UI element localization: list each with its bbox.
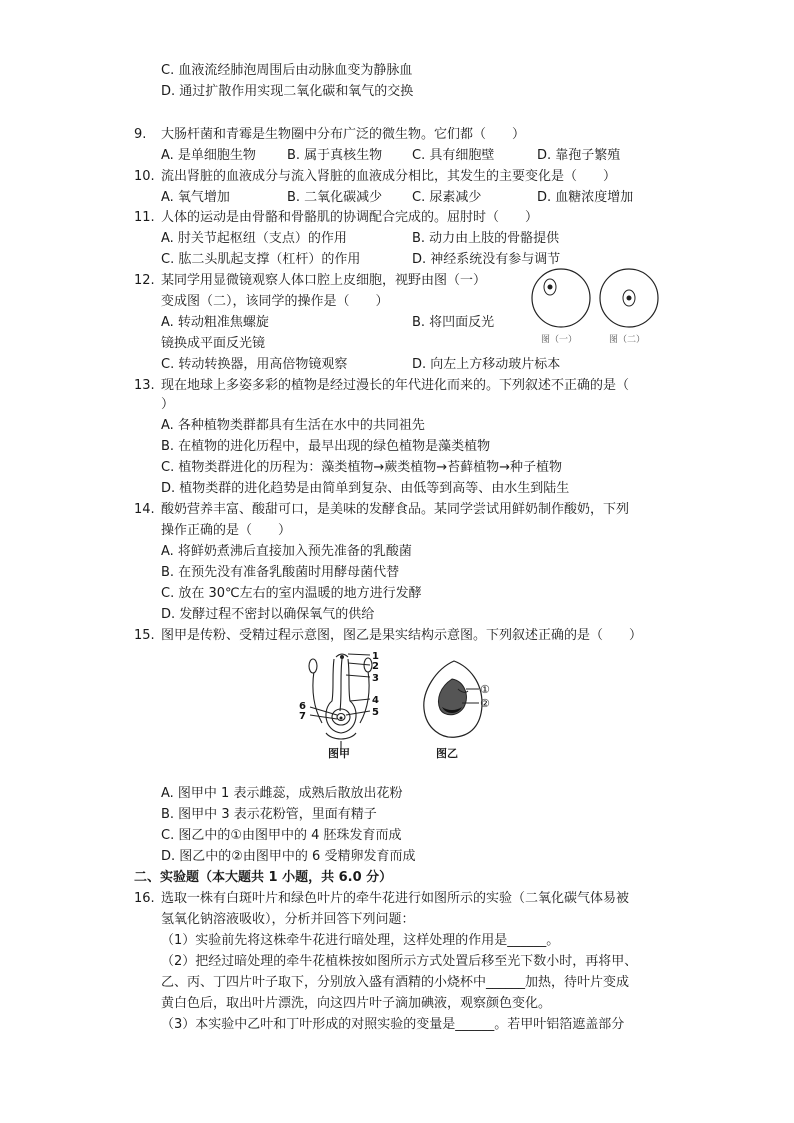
label-1: 1 <box>372 651 379 662</box>
sub-question-1: （1）实验前先将这株牵牛花进行暗处理，这样处理的作用是______。 <box>161 933 560 948</box>
leader-line-6 <box>310 707 337 715</box>
option-d: D. 神经系统没有参与调节 <box>412 252 561 267</box>
option-b-continued: 镜换成平面反光镜 <box>161 336 266 351</box>
option-c: C. 尿素减少 <box>412 190 482 205</box>
microscope-figure <box>529 268 664 348</box>
section-heading: 二、实验题（本大题共 1 小题，共 6.0 分） <box>134 870 393 885</box>
option-b: B. 将凹面反光 <box>412 315 495 330</box>
question-number: 10. <box>134 169 155 184</box>
question-stem: 操作正确的是（ ） <box>161 523 292 538</box>
question-number: 15. <box>134 628 155 643</box>
fertilized-egg <box>340 717 343 720</box>
question-stem: 流出肾脏的血液成分与流入肾脏的血液成分相比，其发生的主要变化是（ ） <box>161 169 617 184</box>
option-c: C. 放在 30℃左右的室内温暖的地方进行发酵 <box>161 586 422 601</box>
label-7: 7 <box>299 711 306 722</box>
label-2: 2 <box>372 661 379 672</box>
leader-line-1 <box>348 654 370 655</box>
option-c: C. 图乙中的①由图甲中的 4 胚珠发育而成 <box>161 828 402 843</box>
option-a: A. 是单细胞生物 <box>161 148 256 163</box>
leader-line-4 <box>350 699 370 701</box>
option-d: D. 向左上方移动玻片标本 <box>412 357 561 372</box>
option-d: D. 靠孢子繁殖 <box>537 148 621 163</box>
question-stem: 人体的运动是由骨骼和骨骼肌的协调配合完成的。屈肘时（ ） <box>161 210 539 225</box>
sub-question-2-cont: 黄白色后，取出叶片漂洗，向这四片叶子滴加碘液，观察颜色变化。 <box>161 996 552 1011</box>
option-b: B. 在预先没有准备乳酸菌时用酵母菌代替 <box>161 565 400 580</box>
figure-caption-b: 图乙 <box>436 747 458 760</box>
option-d: D. 血糖浓度增加 <box>537 190 634 205</box>
option-b: B. 属于真核生物 <box>287 148 383 163</box>
anther-left <box>309 659 317 673</box>
receptacle <box>326 733 356 739</box>
leader-line-7 <box>310 715 337 719</box>
question-number: 9. <box>134 127 147 142</box>
fruit-figure <box>416 655 516 763</box>
label-6: 6 <box>299 701 306 712</box>
option-a: A. 转动粗准焦螺旋 <box>161 315 269 330</box>
figure-caption: 图（二） <box>609 335 646 345</box>
option-d: D. 图乙中的②由图甲中的 6 受精卵发育而成 <box>161 849 416 864</box>
question-number: 11. <box>134 210 155 225</box>
option-d: D. 植物类群的进化趋势是由简单到复杂、由低等到高等、由水生到陆生 <box>161 481 570 496</box>
nucleus-1 <box>548 285 553 290</box>
figure-caption: 图（一） <box>541 335 578 345</box>
option-a: A. 肘关节起枢纽（支点）的作用 <box>161 231 347 246</box>
option-a: A. 图甲中 1 表示雌蕊，成熟后散放出花粉 <box>161 786 403 801</box>
stamen-filament-right <box>360 671 369 723</box>
question-number: 14. <box>134 502 155 517</box>
option-c: C. 具有细胞壁 <box>412 148 495 163</box>
question-stem: 氢氧化钠溶液吸收），分析并回答下列问题： <box>161 912 415 927</box>
option-c: C. 植物类群进化的历程为：藻类植物→蕨类植物→苔藓植物→种子植物 <box>161 460 563 475</box>
leader-line-3 <box>346 675 370 677</box>
option-c: C. 血液流经肺泡周围后由动脉血变为静脉血 <box>161 63 413 78</box>
option-d: D. 发酵过程不密封以确保氧气的供给 <box>161 607 375 622</box>
nucleus-2 <box>627 296 632 301</box>
question-stem: 大肠杆菌和青霉是生物圈中分布广泛的微生物。它们都（ ） <box>161 127 526 142</box>
label-4: 4 <box>372 695 379 706</box>
label-circle-2: ② <box>480 697 490 710</box>
field-of-view-1 <box>532 269 590 327</box>
option-b: B. 二氧化碳减少 <box>287 190 383 205</box>
pollination-figure <box>296 645 396 763</box>
question-stem: 选取一株有白斑叶片和绿色叶片的牵牛花进行如图所示的实验（二氧化碳气体易被 <box>161 891 630 906</box>
sub-question-3: （3）本实验中乙叶和丁叶形成的对照实验的变量是______。若甲叶铝箔遮盖部分 <box>161 1017 625 1032</box>
option-d: D. 通过扩散作用实现二氧化碳和氧气的交换 <box>161 84 414 99</box>
question-stem: 现在地球上多姿多彩的植物是经过漫长的年代进化而来的。下列叙述不正确的是（ <box>161 378 630 393</box>
option-b: B. 动力由上肢的骨骼提供 <box>412 231 560 246</box>
label-circle-1: ① <box>480 683 490 696</box>
question-stem: 变成图（二），该同学的操作是（ ） <box>161 294 389 309</box>
option-c: C. 转动转换器，用高倍物镜观察 <box>161 357 348 372</box>
option-a: A. 各种植物类群都具有生活在水中的共同祖先 <box>161 418 425 433</box>
question-number: 16. <box>134 891 155 906</box>
label-5: 5 <box>372 707 379 718</box>
question-number: 12. <box>134 273 155 288</box>
question-number: 13. <box>134 378 155 393</box>
question-stem: 图甲是传粉、受精过程示意图，图乙是果实结构示意图。下列叙述正确的是（ ） <box>161 628 643 643</box>
option-a: A. 将鲜奶煮沸后直接加入预先准备的乳酸菌 <box>161 544 412 559</box>
label-3: 3 <box>372 673 379 684</box>
question-stem: ） <box>161 397 175 412</box>
pollen-grain <box>340 655 344 659</box>
option-a: A. 氧气增加 <box>161 190 230 205</box>
question-stem: 酸奶营养丰富、酸甜可口，是美味的发酵食品。某同学尝试用鲜奶制作酸奶，下列 <box>161 502 630 517</box>
sub-question-2: （2）把经过暗处理的牵牛花植株按如图所示方式处置后移至光下数小时，再将甲、 <box>161 954 638 969</box>
option-b: B. 在植物的进化历程中，最早出现的绿色植物是藻类植物 <box>161 439 491 454</box>
pollen-tube <box>340 659 342 711</box>
figure-caption-a: 图甲 <box>328 747 350 760</box>
question-stem: 某同学用显微镜观察人体口腔上皮细胞，视野由图（一） <box>161 273 487 288</box>
option-c: C. 肱二头肌起支撑（杠杆）的作用 <box>161 252 361 267</box>
sub-question-2-cont: 乙、丙、丁四片叶子取下，分别放入盛有酒精的小烧杯中______加热，待叶片变成 <box>161 975 630 990</box>
fruit-svg <box>416 655 516 763</box>
leader-line-5 <box>346 711 370 715</box>
option-b: B. 图甲中 3 表示花粉管，里面有精子 <box>161 807 377 822</box>
